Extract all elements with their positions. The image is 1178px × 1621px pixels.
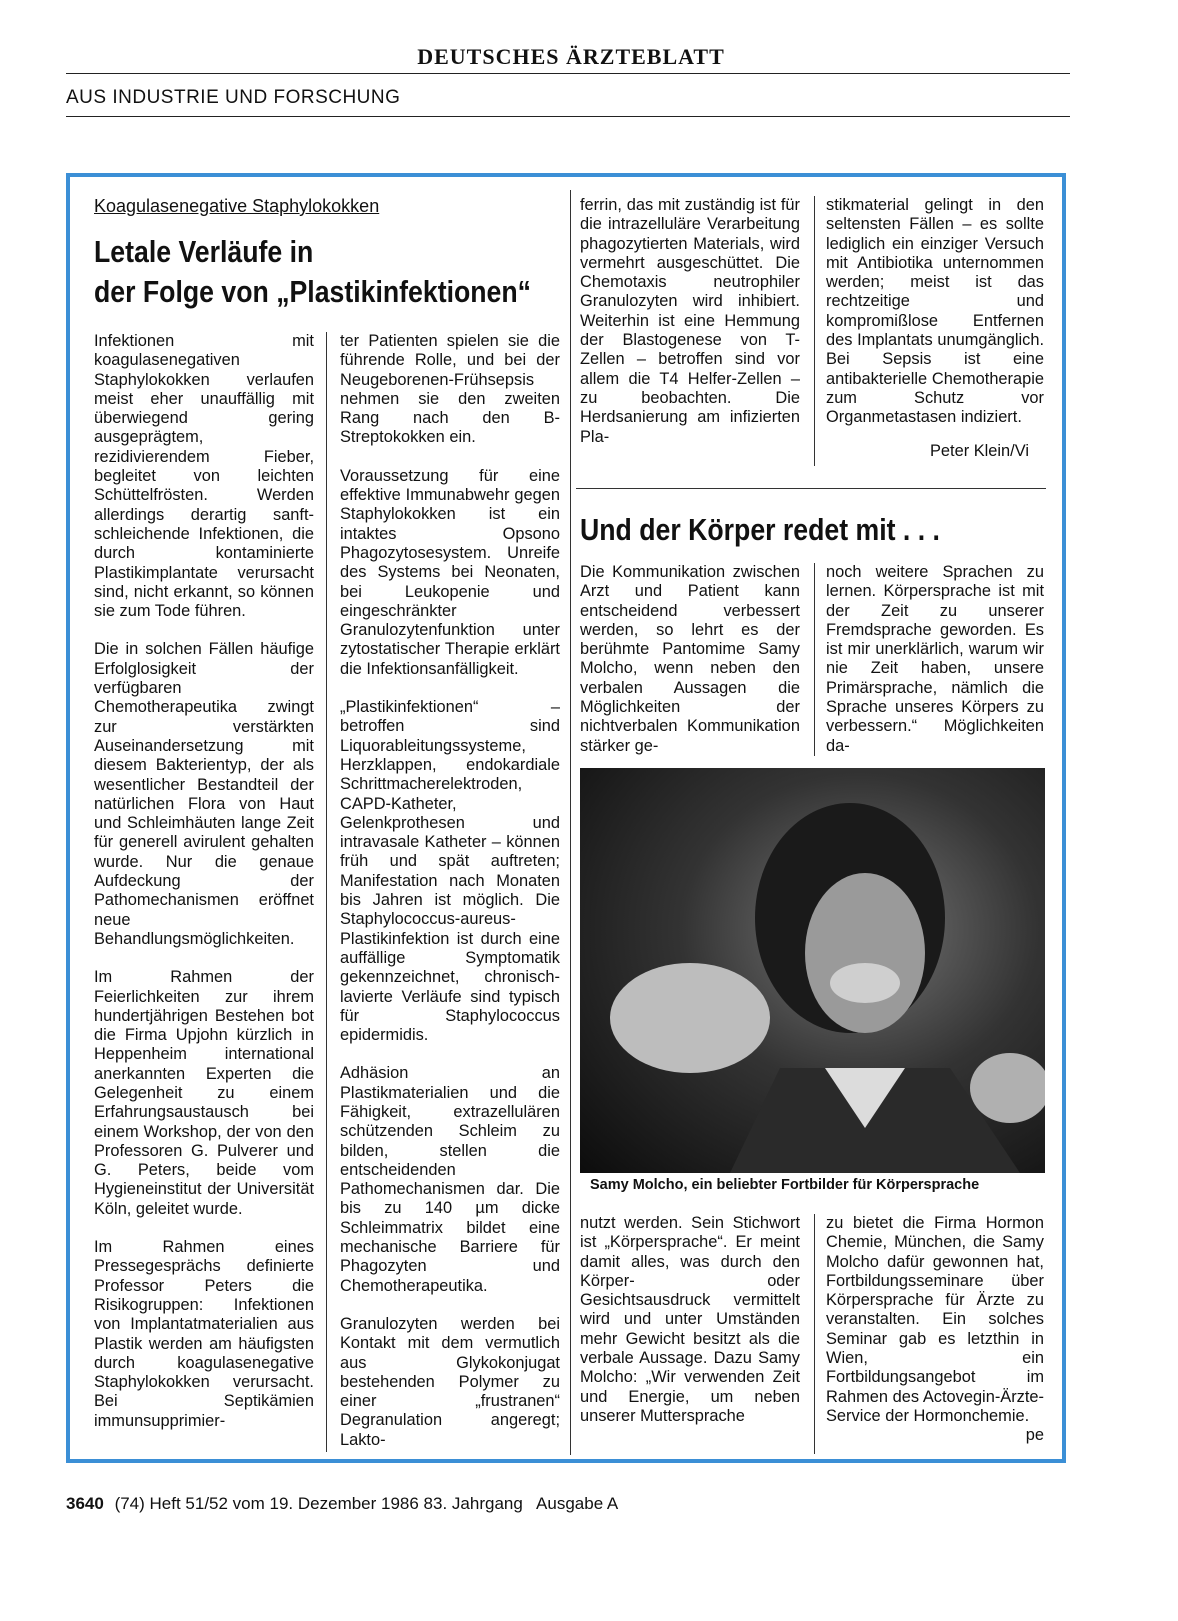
column-divider (570, 190, 571, 1455)
article2-column-2-bottom (826, 1214, 1044, 1446)
paragraph: Voraussetzung für eine effektive Immunabwehr gegen Staphylokokken ist ein intaktes Opsono Phagozytosesystem. Unreife des Systems bei Neonaten, bei Leukopenie und eingeschränkter Granulozytenfunktion unter zytostatischer Therapie erklärt die Infektionsanfälligkeit. (340, 466, 560, 678)
article2-column-2-top (826, 563, 1044, 775)
photo-caption: Samy Molcho, ein beliebter Fortbilder für Körpersprache (590, 1177, 980, 1193)
author-initials: pe (1025, 1426, 1044, 1445)
issue-info: (74) Heft 51/52 vom 19. Dezember 1986 83. Jahrgang Ausgabe A (114, 1494, 619, 1513)
article1-column-4 (826, 196, 1044, 428)
paragraph (826, 1214, 1044, 1445)
paragraph: Im Rahmen der Feierlichkeiten zur ihrem hundertjährigen Bestehen bot die Firma Upjohn kürzlich in Heppenheim international anerkannten Experten die Gelegenheit zu einem Erfahrungsaustausch bei einem Workshop, der von den Professoren G. Pulverer und G. Peters, beide vom Hygieneinstitut der Universität Köln, geleitet wurde. (94, 968, 314, 1218)
paragraph: noch weitere Sprachen zu lernen. Körpersprache ist mit der Zeit zu unserer Fremdsprache geworden. Es ist mir unerklärlich, warum wir nie Zeit haben, unsere Primärsprache, nämlich die Sprache unseres Körpers zu verbessern.“ Möglichkeiten da- (826, 563, 1044, 755)
article-divider (576, 488, 1046, 489)
paragraph: Im Rahmen eines Pressegesprächs definierte Professor Peters die Risikogruppen: Infektionen von Implantatmaterialien aus Plastik werden am häufigsten durch koagulasenegative Staphylokokken verursacht. Bei Septikämien immunsupprimier- (94, 1238, 314, 1430)
article2-column-1-bottom (580, 1214, 800, 1445)
article2-headline: Und der Körper redet mit . . . (580, 512, 940, 547)
masthead: DEUTSCHES ÄRZTEBLATT (417, 44, 725, 69)
article2-column-1-top (580, 563, 800, 775)
portrait-photo (580, 768, 1045, 1173)
paragraph: Die in solchen Fällen häufige Erfolglosigkeit der verfügbaren Chemotherapeutika zwingt zur verstärkten Auseinandersetzung mit diesem Bakterientyp, der als wesentlicher Bestandteil der natürlichen Flora von Haut und Schleimhäuten lange Zeit für generell avirulent gehalten wurde. Nur die genaue Aufdeckung der Pathomechanismen eröffnet neue Behandlungsmöglichkeiten. (94, 640, 314, 948)
article1-signature: Peter Klein/Vi (930, 442, 1030, 460)
headline-line-1: Letale Verläufe in (94, 234, 314, 269)
paragraph: Infektionen mit koagulasenegativen Staphylokokken verlaufen meist eher unauffällig mit überwiegend gering ausgeprägtem, rezidivierendem Fieber, begleitet von leichten Schüttelfrösten. Werden allerdings derartig sanft-schleichende Infektionen, die durch kontaminierte Plastikimplantate verursacht sind, nicht erkannt, so können sie zum Tode führen. (94, 332, 314, 621)
article1-column-2 (340, 332, 560, 1469)
paragraph: Adhäsion an Plastikmaterialien und die Fähigkeit, extrazellulären schützenden Schleim zu bilden, stellen die entscheidenden Pathomechanismen dar. Die bis zu 140 µm dicke Schleimmatrix bildet eine mechanische Barriere für Phagozyten und Chemotherapeutika. (340, 1064, 560, 1295)
article1-kicker: Koagulasenegative Staphylokokken (94, 196, 380, 216)
paragraph: Granulozyten werden bei Kontakt mit dem vermutlich aus Glykokonjugat bestehenden Polymer zu einer „frustranen“ Degranulation angeregt; Lakto- (340, 1314, 560, 1449)
column-divider (814, 196, 815, 466)
paragraph: stikmaterial gelingt in den seltensten Fällen – es sollte lediglich ein einziger Versuch mit Antibiotika unternommen werden; meist ist das rechtzeitige und kompromißlose Entfernen des Implantats unumgänglich. Bei Sepsis ist eine antibakterielle Chemotherapie zum Schutz vor Organmetastasen indiziert. (826, 196, 1044, 427)
paragraph: Die Kommunikation zwischen Arzt und Patient kann entscheidend verbessert werden, so lehrt es der berühmte Pantomime Samy Molcho, wenn neben den verbalen Aussagen die Möglichkeiten der nichtverbalen Kommunikation stärker ge- (580, 563, 800, 755)
section-title: AUS INDUSTRIE UND FORSCHUNG (66, 87, 401, 108)
column-divider (326, 332, 327, 1452)
article1-column-3 (580, 196, 800, 466)
article1-column-1 (94, 332, 314, 1450)
headline-line-2: der Folge von „Plastikinfektionen“ (94, 274, 532, 309)
portrait-illustration (580, 768, 1045, 1173)
paragraph: ter Patienten spielen sie die führende Rolle, und bei der Neugeborenen-Frühsepsis nehmen sie den zweiten Rang nach den B-Streptokokken ein. (340, 332, 560, 447)
column-divider (814, 1214, 815, 1454)
footer (66, 1494, 618, 1514)
page-number: 3640 (66, 1494, 104, 1513)
section-rule (66, 116, 1070, 117)
article1-headline (94, 232, 532, 312)
paragraph-text: zu bietet die Firma Hormon Chemie, München, die Samy Molcho dafür gewonnen hat, Fortbildungsseminare über Körpersprache für Ärzte zu veranstalten. Ein solches Seminar gab es letzthin in Wien, ein Fortbildungsangebot im Rahmen des Actovegin-Ärzte-Service der Hormonchemie. (826, 1214, 1044, 1425)
paragraph: ferrin, das mit zuständig ist für die intrazelluläre Verarbeitung phagozytierten Materials, wird vermehrt ausgeschüttet. Die Chemotaxis neutrophiler Granulozyten wird inhibiert. Weiterhin ist eine Hemmung der Blastogenese von T-Zellen – betroffen sind vor allem die T4 Helfer-Zellen – zu beobachten. Die Herdsanierung am infizierten Pla- (580, 196, 800, 446)
paragraph: „Plastikinfektionen“ – betroffen sind Liquorableitungssysteme, Herzklappen, endokardiale Schrittmacherelektroden, CAPD-Katheter, Gelenkprothesen und intravasale Katheter – können früh und spät auftreten; Manifestation nach Monaten bis Jahren ist möglich. Die Staphylococcus-aureus-Plastikinfektion ist durch eine auffällige Symptomatik gekennzeichnet, chronisch-lavierte Verläufe sind typisch für Staphylococcus epidermidis. (340, 698, 560, 1045)
paragraph: nutzt werden. Sein Stichwort ist „Körpersprache“. Er meint damit alles, was durch den Körper- oder Gesichtsausdruck vermittelt wird und unter Umständen mehr Gewicht besitzt als die verbale Aussage. Dazu Samy Molcho: „Wir verwenden Zeit und Energie, um neben unserer Muttersprache (580, 1214, 800, 1425)
header-rule (66, 73, 1070, 74)
column-divider (814, 563, 815, 756)
